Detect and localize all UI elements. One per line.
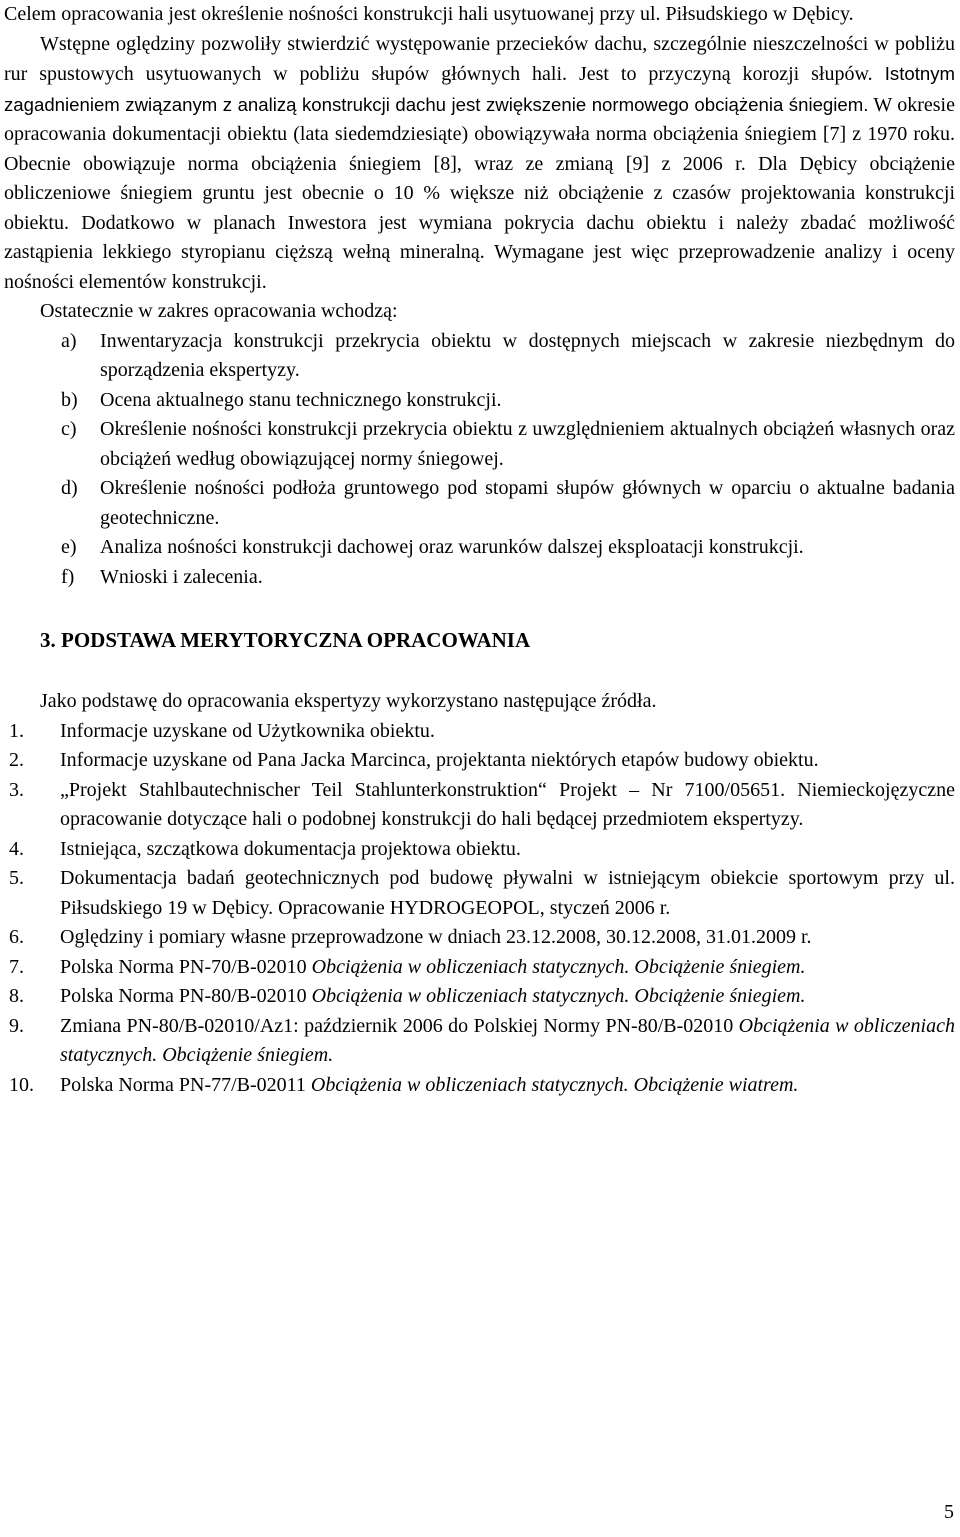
source-text: Istniejąca, szczątkowa dokumentacja projektowa obiektu. xyxy=(60,837,521,860)
source-number: 7. xyxy=(9,955,24,978)
scope-item-marker: a) xyxy=(61,329,77,352)
scope-item-text: Wnioski i zalecenia. xyxy=(100,565,263,588)
source-title: Obciążenia w obliczeniach statycznych. Obciążenie wiatrem. xyxy=(310,1073,799,1096)
source-text: „Projekt Stahlbautechnischer Teil Stahlunterkonstruktion“ Projekt – Nr 7100/05651. Niemieckojęzyczne opracowanie dotyczące hali o podobnej konstrukcji do hali będącej przedmiotem ekspertyzy. xyxy=(60,778,955,830)
paragraph-inspection xyxy=(4,30,955,298)
source-number: 6. xyxy=(9,926,24,948)
scope-item-text: Ocena aktualnego stanu technicznego konstrukcji. xyxy=(100,388,502,411)
scope-item-text: Określenie nośności podłoża gruntowego pod stopami słupów głównych w oparciu o aktualne badania geotechniczne. xyxy=(100,477,955,529)
sources-intro: Jako podstawę do opracowania ekspertyzy wykorzystano następujące źródła. xyxy=(40,690,657,712)
scope-item-marker: f) xyxy=(61,565,75,588)
source-item xyxy=(4,717,955,747)
scope-item-text: Inwentaryzacja konstrukcji przekrycia obiektu w dostępnych miejscach w zakresie niezbędnym do sporządzenia ekspertyzy. xyxy=(100,329,955,381)
scope-item xyxy=(4,474,955,533)
paragraph-scope-intro xyxy=(4,297,955,327)
scope-item xyxy=(4,563,955,593)
scope-item xyxy=(4,415,955,474)
source-text: Zmiana PN-80/B-02010/Az1: październik 2006 do Polskiej Normy PN-80/B-02010 xyxy=(60,1014,739,1037)
source-item xyxy=(4,835,955,865)
scope-item-marker: d) xyxy=(61,477,78,499)
source-text: Oględziny i pomiary własne przeprowadzone w dniach 23.12.2008, 30.12.2008, 31.01.2009 r. xyxy=(60,926,812,948)
scope-intro-text: Ostatecznie w zakres opracowania wchodzą: xyxy=(40,300,398,322)
page-number: 5 xyxy=(944,1500,954,1523)
scope-item xyxy=(4,533,955,563)
source-item xyxy=(4,746,955,776)
scope-item-text: Określenie nośności konstrukcji przekrycia obiektu z uwzględnieniem aktualnych obciążeń własnych oraz obciążeń według obowiązującej normy śniegowej. xyxy=(100,418,955,470)
scope-item-marker: b) xyxy=(61,388,78,411)
document-page xyxy=(4,0,955,1100)
paragraph-inspection-text-e: Dodatkowo w planach Inwestora jest wymiana pokrycia dachu obiektu i należy zbadać możliwość zastąpienia lekkiego styropianu cięższą wełną mineralną. Wymagane jest więc przeprowadzenie analizy i oceny nośności elementów konstrukcji. xyxy=(4,211,955,293)
source-number: 9. xyxy=(9,1014,24,1037)
source-item xyxy=(4,923,955,953)
source-item xyxy=(4,776,955,835)
source-text: Polska Norma PN-70/B-02010 xyxy=(60,955,312,978)
paragraph-inspection-text-c: W okresie opracowania dokumentacji obiektu (lata siedemdziesiąte) obowiązywała norma obciążenia śniegiem [7] z 1970 roku. Obecnie obowiązuje norma obciążenia śniegiem [8], wraz ze zmianą [9] z 2006 r. xyxy=(4,93,955,175)
scope-item-marker: e) xyxy=(61,536,77,558)
source-text: Dokumentacja badań geotechnicznych pod budowę pływalni w istniejącym obiekcie sportowym przy ul. Piłsudskiego 19 w Dębicy. Opracowanie HYDROGEOPOL, styczeń 2006 r. xyxy=(60,867,955,919)
source-item xyxy=(4,864,955,923)
source-item xyxy=(4,1012,955,1071)
source-number: 10. xyxy=(9,1073,34,1096)
source-item xyxy=(4,982,955,1012)
paragraph-purpose xyxy=(4,0,955,30)
source-number: 4. xyxy=(9,837,24,860)
source-title: Obciążenia w obliczeniach statycznych. Obciążenie śniegiem. xyxy=(311,955,806,978)
source-number: 2. xyxy=(9,749,24,771)
source-number: 8. xyxy=(9,985,24,1007)
source-text: Polska Norma PN-80/B-02010 xyxy=(60,985,312,1007)
paragraph-inspection-text-b: Istotnym zagadnieniem związanym z analizą konstrukcji dachu jest zwiększenie normowego obciążenia śniegiem. xyxy=(4,63,956,115)
scope-item-marker: c) xyxy=(61,418,77,440)
scope-item xyxy=(4,327,955,386)
source-text: Polska Norma PN-77/B-02011 xyxy=(60,1073,311,1096)
source-item xyxy=(4,1071,955,1101)
source-text: Informacje uzyskane od Użytkownika obiektu. xyxy=(60,719,435,742)
source-number: 1. xyxy=(9,719,24,742)
source-text: Informacje uzyskane od Pana Jacka Marcinca, projektanta niektórych etapów budowy obiektu. xyxy=(60,749,819,771)
scope-item xyxy=(4,386,955,416)
source-number: 3. xyxy=(9,778,24,801)
scope-item-text: Analiza nośności konstrukcji dachowej oraz warunków dalszej eksploatacji konstrukcji. xyxy=(100,536,804,558)
source-title: Obciążenia w obliczeniach statycznych. Obciążenie śniegiem. xyxy=(311,985,806,1007)
paragraph-inspection-text-a: Wstępne oględziny pozwoliły stwierdzić występowanie przecieków dachu, szczególnie nieszczelności w pobliżu rur spustowych usytuowanych w pobliżu słupów głównych hali. Jest to przyczyną korozji słupów. xyxy=(4,32,955,85)
sources-list xyxy=(4,717,955,1101)
source-title: Obciążenia w obliczeniach statycznych. Obciążenie śniegiem. xyxy=(60,1014,955,1066)
paragraph-purpose-text: Celem opracowania jest określenie nośności konstrukcji hali usytuowanej przy ul. Piłsudskiego w Dębicy. xyxy=(4,3,854,25)
source-number: 5. xyxy=(9,867,24,889)
scope-list xyxy=(4,327,955,593)
source-item xyxy=(4,953,955,983)
paragraph-inspection-text-d: Dla Dębicy obciążenie obliczeniowe śniegiem gruntu jest obecnie o 10 % większe niż obciążenie z czasów projektowania konstrukcji obiektu. xyxy=(4,152,955,234)
section-heading: 3. PODSTAWA MERYTORYCZNA OPRACOWANIA xyxy=(40,628,531,652)
